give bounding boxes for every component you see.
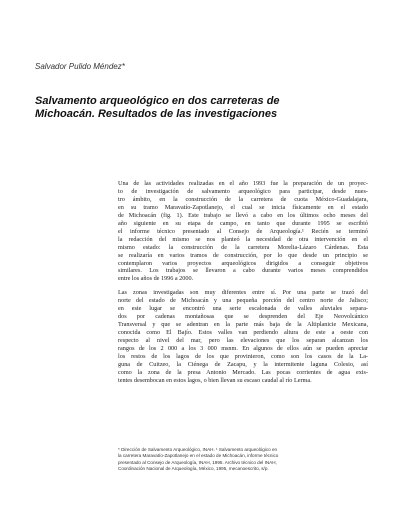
paragraph-line: dos por cadenas montañosas que se desprenden del Eje Neovolcánico	[118, 313, 368, 321]
paragraph-line: Una de las actividades realizadas en el año 1993 fue la preparación de un proyec-	[118, 180, 368, 187]
paragraph-line: rangos de los 2 000 a los 3 000 msnm. En algunos de ellos aún se pueden apreciar	[118, 345, 368, 353]
paragraph-line: los restos de los lagos de los que provinieron, como son los casos de la La-	[118, 353, 368, 361]
paragraph-line: to de investigación de salvamento arqueológico para participar, desde nues-	[118, 187, 368, 195]
paragraph-line: como la zona de la presa Antonio Mercado. Las pocas corrientes de agua exis-	[118, 368, 368, 376]
footnote-line: * Dirección de Salvamento Arqueológico, INAH. ¹ Salvamento arqueológico en	[118, 447, 278, 452]
paragraph-line: Las zonas investigadas son muy diferentes entre sí. Por una parte se trazó del	[118, 289, 368, 297]
paragraph-line: tentes desembocan en estos lagos, o bien llevan su escaso caudal al río Lerma.	[118, 376, 312, 384]
paragraph-line: mismo estado: la construcción de la carretera Morelia-Lázaro Cárdenas. Ésta	[118, 243, 368, 251]
paragraph-line: similares. Los trabajos se llevaron a cabo durante varios meses comprendidos	[118, 267, 368, 275]
paragraph-line: Transversal y que se adentran en la parte más baja de la Altiplanicie Mexicana,	[118, 321, 368, 329]
paragraph-line: entre los años de 1996 a 2000.	[118, 275, 194, 283]
paragraph-line: la redacción del mismo se nos planteó la necesidad de otra intervención en el	[118, 235, 368, 243]
paragraph-line: año siguiente en su etapa de campo, en tanto que durante 1995 se escribió	[118, 219, 368, 227]
footnote-line: Coordinación Nacional de Arqueología, México, 1995, mecanoescrito, s/p.	[118, 466, 269, 472]
paragraph-1	[118, 180, 368, 283]
paragraph-line: el informe técnico presentado al Consejo de Arqueología.¹ Recién se terminó	[118, 227, 368, 235]
footnote-line: la carretera Maravatío-Zapotlanejo en el estado de Michoacán, informe técnico	[118, 453, 279, 459]
paragraph-line: guna de Cuitzeo, la Ciénega de Zacapu, y la intermitente laguna Colesio, así	[118, 360, 368, 368]
footnote	[118, 447, 368, 473]
article-title	[35, 95, 335, 121]
paragraph-line: norte del estado de Michoacán y una pequeña porción del centro norte de Jalisco;	[118, 297, 368, 305]
footnote-line: presentado al Consejo de Arqueología, INAH, 1995. Archivo técnico del INAH,	[118, 459, 277, 465]
title-line-1: Salvamento arqueológico en dos carreteras de	[35, 95, 280, 107]
paragraph-line: conocida como El Bajío. Estos valles van perdiendo altura de este a oeste con	[118, 329, 368, 337]
paragraph-line: en su tramo Maravatío-Zapotlanejo, el cual se inicia físicamente en el estado	[118, 203, 368, 211]
paragraph-line: en este lugar se encontró una serie escalonada de valles aluviales separa-	[118, 305, 368, 313]
author-name: Salvador Pulido Méndez*	[35, 62, 125, 71]
paragraph-line: se realizaría en varios tramos de construcción, por lo que desde un principio se	[118, 251, 368, 259]
paragraph-line: contemplaron varios proyectos arqueológicos dirigidos a conseguir objetivos	[118, 259, 368, 267]
paragraph-2	[118, 289, 368, 384]
paragraph-line: de Michoacán (fig. 1). Este trabajo se llevó a cabo en los últimos ocho meses del	[118, 211, 368, 219]
title-line-2: Michoacán. Resultados de las investigaciones	[35, 108, 278, 120]
article-body	[118, 180, 368, 385]
paragraph-line: respecto al nivel del mar, pero las elevaciones que los separan alcanzan los	[118, 337, 368, 345]
paragraph-line: tro ámbito, en la construcción de la carretera de cuota México-Guadalajara,	[118, 195, 368, 203]
